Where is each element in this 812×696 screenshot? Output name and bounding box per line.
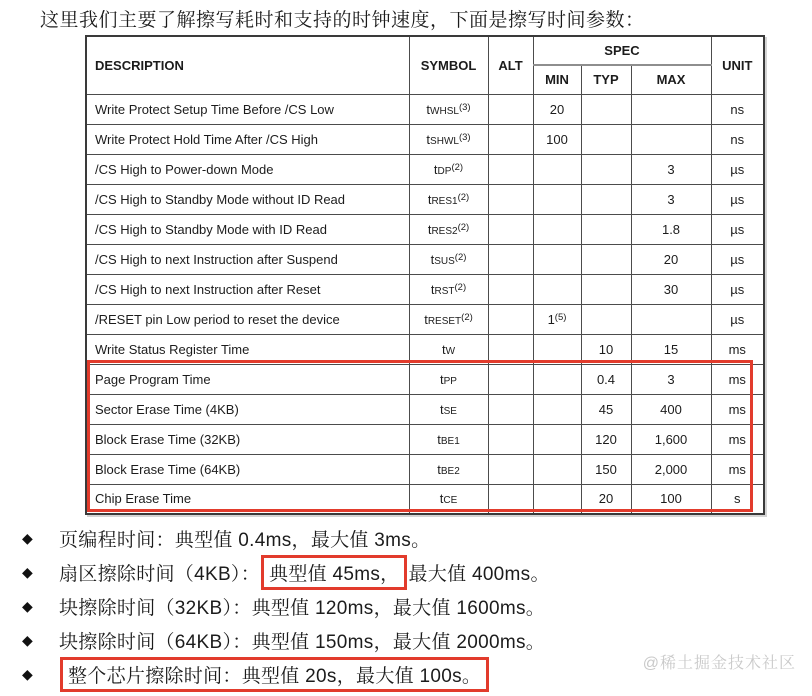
symbol-subscript: BE1 xyxy=(440,435,460,447)
diamond-bullet-icon: ◆ xyxy=(22,529,34,546)
cell-typ: 10 xyxy=(581,334,631,364)
symbol-subscript: SE xyxy=(443,405,457,417)
cell-symbol xyxy=(409,124,488,154)
symbol-footnote: (2) xyxy=(457,191,470,203)
symbol-subscript: RESET xyxy=(427,315,462,327)
bullet-list xyxy=(22,521,550,691)
cell-typ: 150 xyxy=(581,454,631,484)
cell-description: /CS High to Standby Mode without ID Read xyxy=(86,184,409,214)
cell-alt xyxy=(488,274,533,304)
col-header-unit: UNIT xyxy=(711,36,764,94)
cell-min xyxy=(533,334,581,364)
symbol-base: t xyxy=(439,491,444,507)
symbol-base: t xyxy=(440,401,444,417)
cell-symbol xyxy=(409,244,488,274)
col-header-typ: TYP xyxy=(581,65,631,94)
diamond-bullet-icon: ◆ xyxy=(22,563,34,580)
bullet-text: 块擦除时间（64KB）：典型值 150ms，最大值 2000ms。 xyxy=(59,631,546,653)
cell-min xyxy=(533,424,581,454)
cell-typ: 120 xyxy=(581,424,631,454)
cell-alt xyxy=(488,304,533,334)
table-row xyxy=(86,304,764,334)
symbol-base: t xyxy=(430,281,435,297)
cell-max: 1.8 xyxy=(631,214,711,244)
cell-symbol xyxy=(409,394,488,424)
min-value: 1 xyxy=(547,311,555,327)
cell-alt xyxy=(488,364,533,394)
cell-max xyxy=(631,304,711,334)
table-body xyxy=(86,94,764,514)
cell-symbol xyxy=(409,274,488,304)
symbol-base: t xyxy=(441,341,446,357)
cell-unit: µs xyxy=(711,184,764,214)
table-header xyxy=(86,36,764,94)
bullet-text: 扇区擦除时间（4KB）： xyxy=(59,563,261,585)
cell-max xyxy=(631,124,711,154)
table-row xyxy=(86,184,764,214)
cell-symbol xyxy=(409,304,488,334)
cell-min xyxy=(533,214,581,244)
cell-max: 15 xyxy=(631,334,711,364)
cell-typ: 20 xyxy=(581,484,631,514)
cell-description: Block Erase Time (64KB) xyxy=(86,454,409,484)
cell-symbol xyxy=(409,454,488,484)
cell-unit: ms xyxy=(711,364,764,394)
symbol-base: t xyxy=(424,311,428,327)
cell-typ: 0.4 xyxy=(581,364,631,394)
cell-alt xyxy=(488,244,533,274)
timing-spec-table xyxy=(85,35,765,515)
symbol-subscript: SHWL xyxy=(430,135,459,147)
col-header-description: DESCRIPTION xyxy=(86,36,409,94)
diamond-bullet-icon: ◆ xyxy=(22,631,34,648)
cell-typ xyxy=(581,244,631,274)
table-row xyxy=(86,154,764,184)
cell-description: /CS High to Power-down Mode xyxy=(86,154,409,184)
cell-symbol xyxy=(409,364,488,394)
cell-description: /CS High to Standby Mode with ID Read xyxy=(86,214,409,244)
table-row xyxy=(86,424,764,454)
symbol-subscript: PP xyxy=(443,375,457,387)
table-row xyxy=(86,394,764,424)
cell-max: 2,000 xyxy=(631,454,711,484)
bullet-text-suffix: 最大值 400ms。 xyxy=(408,563,550,585)
cell-symbol xyxy=(409,94,488,124)
cell-symbol xyxy=(409,184,488,214)
cell-symbol xyxy=(409,154,488,184)
cell-alt xyxy=(488,424,533,454)
min-value: 20 xyxy=(549,101,565,117)
table-row xyxy=(86,214,764,244)
cell-unit: µs xyxy=(711,274,764,304)
cell-min xyxy=(533,304,581,334)
cell-unit: ms xyxy=(711,424,764,454)
cell-typ xyxy=(581,184,631,214)
col-header-alt: ALT xyxy=(488,36,533,94)
symbol-base: t xyxy=(437,461,441,477)
cell-description: /CS High to next Instruction after Suspend xyxy=(86,244,409,274)
highlight-box-inline: 整个芯片擦除时间：典型值 20s，最大值 100s。 xyxy=(60,657,489,692)
cell-typ: 45 xyxy=(581,394,631,424)
cell-symbol xyxy=(409,424,488,454)
cell-typ xyxy=(581,304,631,334)
symbol-base: t xyxy=(426,131,431,147)
symbol-footnote: (2) xyxy=(461,311,473,323)
cell-min xyxy=(533,154,581,184)
cell-unit: s xyxy=(711,484,764,514)
cell-description: Block Erase Time (32KB) xyxy=(86,424,409,454)
cell-description: /RESET pin Low period to reset the device xyxy=(86,304,409,334)
cell-unit: ms xyxy=(711,334,764,364)
cell-description: Sector Erase Time (4KB) xyxy=(86,394,409,424)
bullet-item xyxy=(22,623,550,657)
cell-min xyxy=(533,94,581,124)
cell-max: 3 xyxy=(631,364,711,394)
cell-max: 1,600 xyxy=(631,424,711,454)
cell-max: 400 xyxy=(631,394,711,424)
table-row xyxy=(86,484,764,514)
cell-typ xyxy=(581,214,631,244)
cell-unit: ms xyxy=(711,454,764,484)
cell-alt xyxy=(488,124,533,154)
symbol-subscript: RES1 xyxy=(431,195,458,207)
symbol-base: t xyxy=(430,251,435,267)
cell-unit: µs xyxy=(711,154,764,184)
cell-symbol xyxy=(409,214,488,244)
min-footnote: (5) xyxy=(554,311,567,323)
cell-max: 3 xyxy=(631,154,711,184)
cell-max xyxy=(631,94,711,124)
cell-min xyxy=(533,244,581,274)
table-row xyxy=(86,124,764,154)
cell-min xyxy=(533,454,581,484)
cell-description: Write Protect Hold Time After /CS High xyxy=(86,124,409,154)
cell-alt xyxy=(488,334,533,364)
symbol-base: t xyxy=(426,101,431,117)
symbol-base: t xyxy=(433,161,438,177)
cell-typ xyxy=(581,274,631,304)
cell-alt xyxy=(488,484,533,514)
cell-alt xyxy=(488,184,533,214)
intro-text: 这里我们主要了解擦写耗时和支持的时钟速度，下面是擦写时间参数： xyxy=(40,10,645,31)
table-row xyxy=(86,244,764,274)
bullet-item xyxy=(22,555,550,589)
cell-alt xyxy=(488,214,533,244)
cell-alt xyxy=(488,154,533,184)
diamond-bullet-icon: ◆ xyxy=(22,665,34,682)
symbol-footnote: (3) xyxy=(458,131,471,143)
symbol-base: t xyxy=(427,221,432,237)
cell-description: Write Status Register Time xyxy=(86,334,409,364)
min-value: 100 xyxy=(546,131,568,147)
symbol-base: t xyxy=(427,191,432,207)
cell-max: 20 xyxy=(631,244,711,274)
cell-min xyxy=(533,274,581,304)
symbol-subscript: SUS xyxy=(434,255,455,267)
col-header-min: MIN xyxy=(533,65,581,94)
highlight-box-inline: 典型值 45ms， xyxy=(261,555,407,590)
symbol-subscript: W xyxy=(445,345,456,357)
cell-max: 30 xyxy=(631,274,711,304)
cell-max: 3 xyxy=(631,184,711,214)
cell-min xyxy=(533,394,581,424)
cell-description: Write Protect Setup Time Before /CS Low xyxy=(86,94,409,124)
table-row xyxy=(86,274,764,304)
bullet-item xyxy=(22,589,550,623)
cell-typ xyxy=(581,94,631,124)
cell-unit: ns xyxy=(711,94,764,124)
cell-unit: ms xyxy=(711,394,764,424)
symbol-subscript: CE xyxy=(443,495,458,507)
cell-min xyxy=(533,364,581,394)
cell-symbol xyxy=(409,334,488,364)
table-row xyxy=(86,454,764,484)
cell-alt xyxy=(488,94,533,124)
cell-typ xyxy=(581,124,631,154)
symbol-subscript: DP xyxy=(437,165,452,177)
table-row xyxy=(86,364,764,394)
symbol-subscript: BE2 xyxy=(440,465,460,477)
cell-min xyxy=(533,484,581,514)
bullet-item xyxy=(22,521,550,555)
cell-max: 100 xyxy=(631,484,711,514)
diamond-bullet-icon: ◆ xyxy=(22,597,34,614)
cell-unit: µs xyxy=(711,214,764,244)
symbol-footnote: (2) xyxy=(454,251,467,263)
symbol-base: t xyxy=(440,371,444,387)
symbol-footnote: (2) xyxy=(451,161,464,173)
col-header-spec: SPEC xyxy=(533,36,711,65)
cell-unit: µs xyxy=(711,304,764,334)
cell-unit: µs xyxy=(711,244,764,274)
symbol-footnote: (2) xyxy=(457,221,470,233)
cell-description: Page Program Time xyxy=(86,364,409,394)
cell-symbol xyxy=(409,484,488,514)
symbol-footnote: (3) xyxy=(458,101,471,113)
table-row xyxy=(86,334,764,364)
cell-unit: ns xyxy=(711,124,764,154)
cell-alt xyxy=(488,454,533,484)
cell-typ xyxy=(581,154,631,184)
cell-alt xyxy=(488,394,533,424)
bullet-text: 页编程时间：典型值 0.4ms，最大值 3ms。 xyxy=(59,529,431,551)
cell-min xyxy=(533,124,581,154)
cell-description: Chip Erase Time xyxy=(86,484,409,514)
table-header-row-1 xyxy=(86,36,764,65)
bullet-text: 块擦除时间（32KB）：典型值 120ms，最大值 1600ms。 xyxy=(59,597,546,619)
symbol-subscript: RST xyxy=(434,285,455,297)
col-header-symbol: SYMBOL xyxy=(409,36,488,94)
col-header-max: MAX xyxy=(631,65,711,94)
table-row xyxy=(86,94,764,124)
cell-description: /CS High to next Instruction after Reset xyxy=(86,274,409,304)
cell-min xyxy=(533,184,581,214)
watermark-text: @稀土掘金技术社区 xyxy=(642,655,796,672)
symbol-subscript: WHSL xyxy=(430,105,459,117)
symbol-footnote: (2) xyxy=(454,281,467,293)
symbol-base: t xyxy=(437,431,441,447)
bullet-item xyxy=(22,657,550,691)
symbol-subscript: RES2 xyxy=(431,225,458,237)
